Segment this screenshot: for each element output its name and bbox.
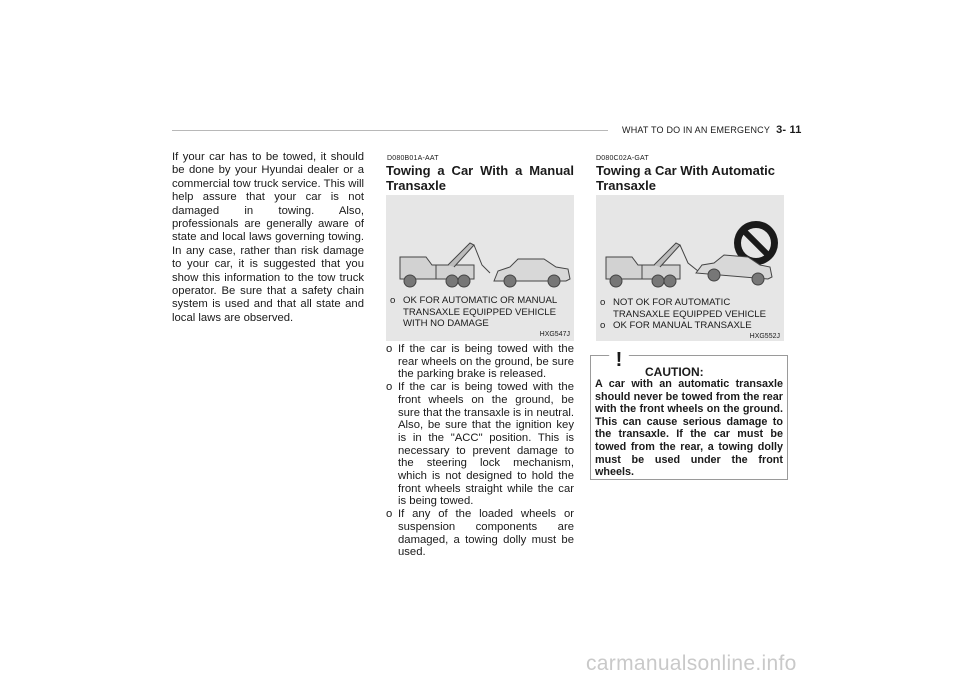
automatic-figure-notes: [600, 297, 782, 332]
manual-section-code: D080B01A-AAT: [387, 155, 439, 162]
manual-figure-notes: [390, 295, 572, 330]
automatic-tow-figure: [596, 195, 784, 341]
bullet-mark: o: [386, 508, 393, 521]
bullet-mark: o: [386, 381, 393, 394]
figure-note-text: OK FOR AUTOMATIC OR MANUAL TRANSAXLE EQUIPPED VEHICLE WITH NO DAMAGE: [403, 295, 557, 329]
figure-note-text: OK FOR MANUAL TRANSAXLE: [613, 320, 752, 331]
list-item: [386, 381, 574, 508]
bullet-mark: o: [600, 297, 606, 308]
figure-note: [390, 295, 572, 330]
list-item-text: If the car is being towed with the front wheels on the ground, be sure that the transaxle is in neutral. Also, be sure that the ignition key is in the "ACC" position. This is necessary to prevent damage to the steering lock mechanism, which is not designed to hold the front wheels straight while the car is being towed.: [398, 381, 574, 508]
bullet-mark: o: [600, 320, 606, 331]
caution-title: CAUTION:: [645, 365, 704, 379]
automatic-figure-code: HXG552J: [749, 333, 780, 340]
section-title: WHAT TO DO IN AN EMERGENCY: [622, 125, 771, 135]
bullet-mark: o: [390, 295, 396, 306]
watermark: carmanualsonline.info: [586, 652, 797, 675]
automatic-section-title: Towing a Car With Automatic Transaxle: [596, 163, 775, 193]
page-number: 3- 11: [776, 124, 802, 136]
tow-truck-icon: [606, 243, 698, 287]
manual-figure-code: HXG547J: [539, 331, 570, 338]
header-rule: [172, 130, 608, 131]
automatic-section-code: D080C02A-GAT: [596, 155, 649, 162]
list-item-text: If any of the loaded wheels or suspension components are damaged, a towing dolly must be used.: [398, 508, 574, 559]
warning-triangle-icon: [597, 344, 641, 370]
figure-note-text: NOT OK FOR AUTOMATIC TRANSAXLE EQUIPPED VEHICLE: [613, 297, 767, 320]
svg-text:!: !: [615, 349, 623, 370]
intro-paragraph: If your car has to be towed, it should be done by your Hyundai dealer or a commercial tow truck service. This will help assure that your car is not damaged in towing. Also, professionals are generally aware of state and local laws governing towing. In any case, rather than risk damage to your car, it is suggested that you show this information to the tow truck operator. Be sure that a safety chain system is used and that all state and local laws are observed.: [172, 151, 364, 324]
bullet-mark: o: [386, 343, 393, 355]
page-header: [622, 124, 802, 136]
tow-truck-icon: [400, 243, 490, 287]
manual-bullet-list: [386, 343, 574, 559]
caution-text: A car with an automatic transaxle should never be towed from the rear with the front wheels on the ground. This can cause serious damage to the transaxle. If the car must be towed from the rear, a towing dolly must be used under the front wheels.: [595, 378, 783, 479]
caution-box: [590, 349, 788, 480]
list-item: [386, 508, 574, 559]
manual-tow-figure: [386, 195, 574, 341]
figure-note: [600, 320, 782, 332]
manual-section-title: Towing a Car With a Manual Transaxle: [386, 163, 574, 193]
towed-car-icon: [494, 259, 570, 287]
figure-note: [600, 297, 782, 320]
list-item-text: If the car is being towed with the rear wheels on the ground, be sure the parking brake is released.: [398, 343, 574, 381]
list-item: [386, 343, 574, 381]
